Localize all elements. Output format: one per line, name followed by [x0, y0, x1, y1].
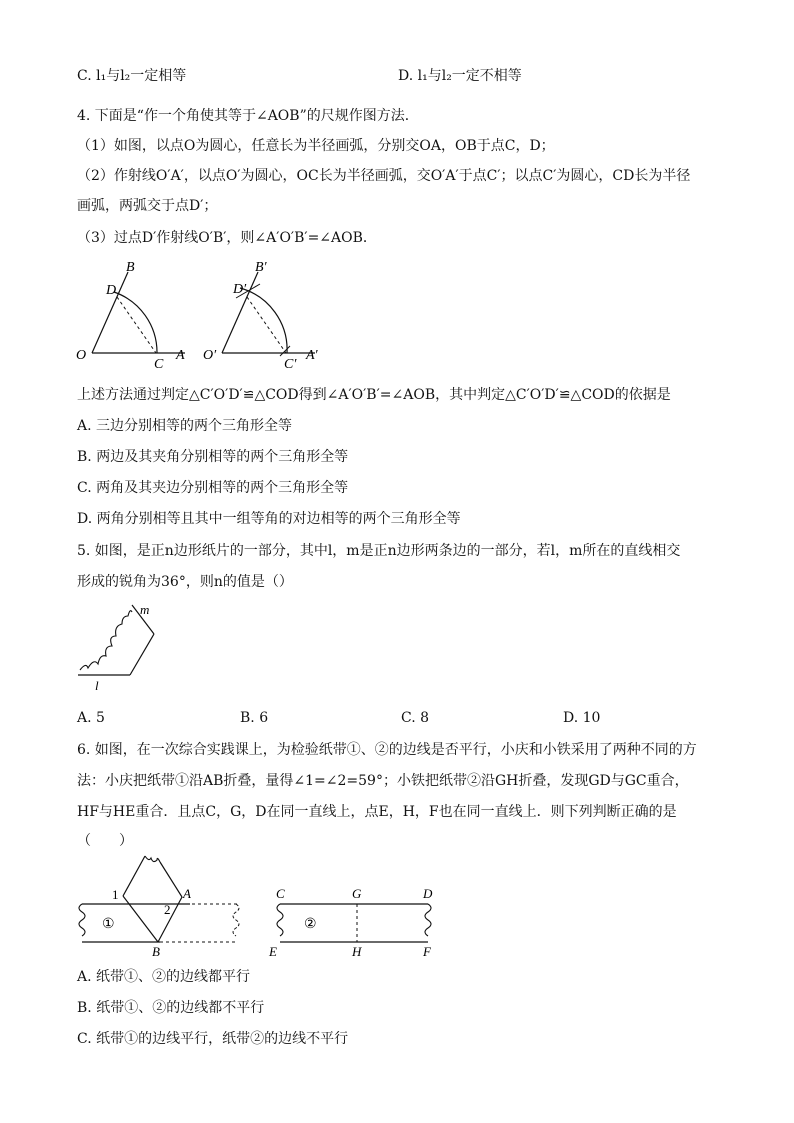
question-5-option-d: D. 10: [563, 710, 601, 726]
angle-2-label: 2: [164, 902, 171, 917]
label-D-prime: D′: [233, 282, 247, 297]
label-B: B: [152, 944, 160, 959]
label-D: D: [423, 886, 433, 901]
angle-construction-figure: [70, 258, 330, 373]
question-4-step-2: （2）作射线O′A′，以点O′为圆心，OC长为半径画弧，交O′A′于点C′；以点C′为圆心，CD长为半径: [77, 168, 691, 184]
label-G: G: [352, 886, 362, 901]
label-O-prime: O′: [203, 348, 217, 363]
constructed-angle-figure: [203, 260, 319, 372]
label-C-prime: C′: [284, 357, 297, 372]
strip-1-label: ①: [102, 917, 115, 932]
label-B-prime: B′: [255, 260, 267, 275]
label-C: C: [276, 886, 285, 901]
label-C: C: [154, 357, 164, 372]
question-5-option-a: A. 5: [77, 710, 105, 726]
label-E: E: [269, 944, 277, 959]
label-A: A: [176, 348, 185, 363]
label-O: O: [76, 348, 87, 363]
question-4-option-a: A. 三边分别相等的两个三角形全等: [77, 418, 293, 434]
question-6-stem-cont-1: 法：小庆把纸带①沿AB折叠，量得∠1=∠2=59°；小铁把纸带②沿GH折叠，发现GD与GC重合，: [77, 773, 689, 789]
label-m: m: [140, 602, 150, 617]
question-6-stem: 6. 如图，在一次综合实践课上，为检验纸带①、②的边线是否平行，小庆和小铁采用了两种不同的方: [77, 742, 697, 758]
label-l: l: [95, 678, 99, 693]
question-4-step-2-cont: 画弧，两弧交于点D′；: [77, 198, 218, 214]
strip-2-label: ②: [304, 917, 317, 932]
paper-strip-figures: [70, 852, 450, 962]
label-B: B: [126, 260, 135, 275]
original-angle-figure: [76, 260, 185, 372]
question-6-answer-paren: （ ）: [77, 833, 133, 849]
angle-1-label: 1: [112, 887, 119, 902]
question-6-stem-cont-2: HF与HE重合．且点C，G，D在同一直线上，点E，H，F也在同一直线上．则下列判断正确的是: [77, 804, 677, 820]
question-4-stem: 4. 下面是“作一个角使其等于∠AOB”的尺规作图方法．: [77, 108, 419, 124]
label-A-prime: A′: [306, 348, 318, 363]
question-5-stem: 5. 如图，是正n边形纸片的一部分，其中l，m是正n边形两条边的一部分，若l，m所在的直线相交: [77, 543, 681, 559]
option-c: C. l₁与l₂一定相等: [77, 68, 187, 84]
label-H: H: [352, 944, 362, 959]
question-5-stem-cont: 形成的锐角为36°，则n的值是（）: [77, 574, 293, 590]
question-4-option-c: C. 两角及其夹边分别相等的两个三角形全等: [77, 480, 349, 496]
question-6-option-c: C. 纸带①的边线平行，纸带②的边线不平行: [77, 1031, 349, 1047]
label-A: A: [183, 886, 191, 901]
strip-2-figure: [268, 886, 433, 959]
question-4-step-1: （1）如图，以点O为圆心，任意长为半径画弧，分别交OA，OB于点C，D；: [77, 138, 555, 154]
polygon-fragment-figure: [70, 598, 180, 693]
question-4-step-3: （3）过点D′作射线O′B′，则∠A′O′B′=∠AOB．: [77, 230, 377, 246]
label-F: F: [423, 944, 431, 959]
question-5-option-c: C. 8: [401, 710, 430, 726]
question-6-option-b: B. 纸带①、②的边线都不平行: [77, 1000, 265, 1016]
question-4-option-d: D. 两角分别相等且其中一组等角的对边相等的两个三角形全等: [77, 511, 461, 527]
option-d: D. l₁与l₂一定不相等: [398, 68, 522, 84]
question-4-prompt: 上述方法通过判定△C′O′D′≌△COD得到∠A′O′B′=∠AOB，其中判定△C′O′D′≌△COD的依据是: [77, 387, 671, 403]
question-4-option-b: B. 两边及其夹角分别相等的两个三角形全等: [77, 449, 349, 465]
label-D: D: [106, 283, 117, 298]
strip-1-figure: [79, 856, 240, 959]
question-5-option-b: B. 6: [240, 710, 269, 726]
question-6-option-a: A. 纸带①、②的边线都平行: [77, 969, 251, 985]
